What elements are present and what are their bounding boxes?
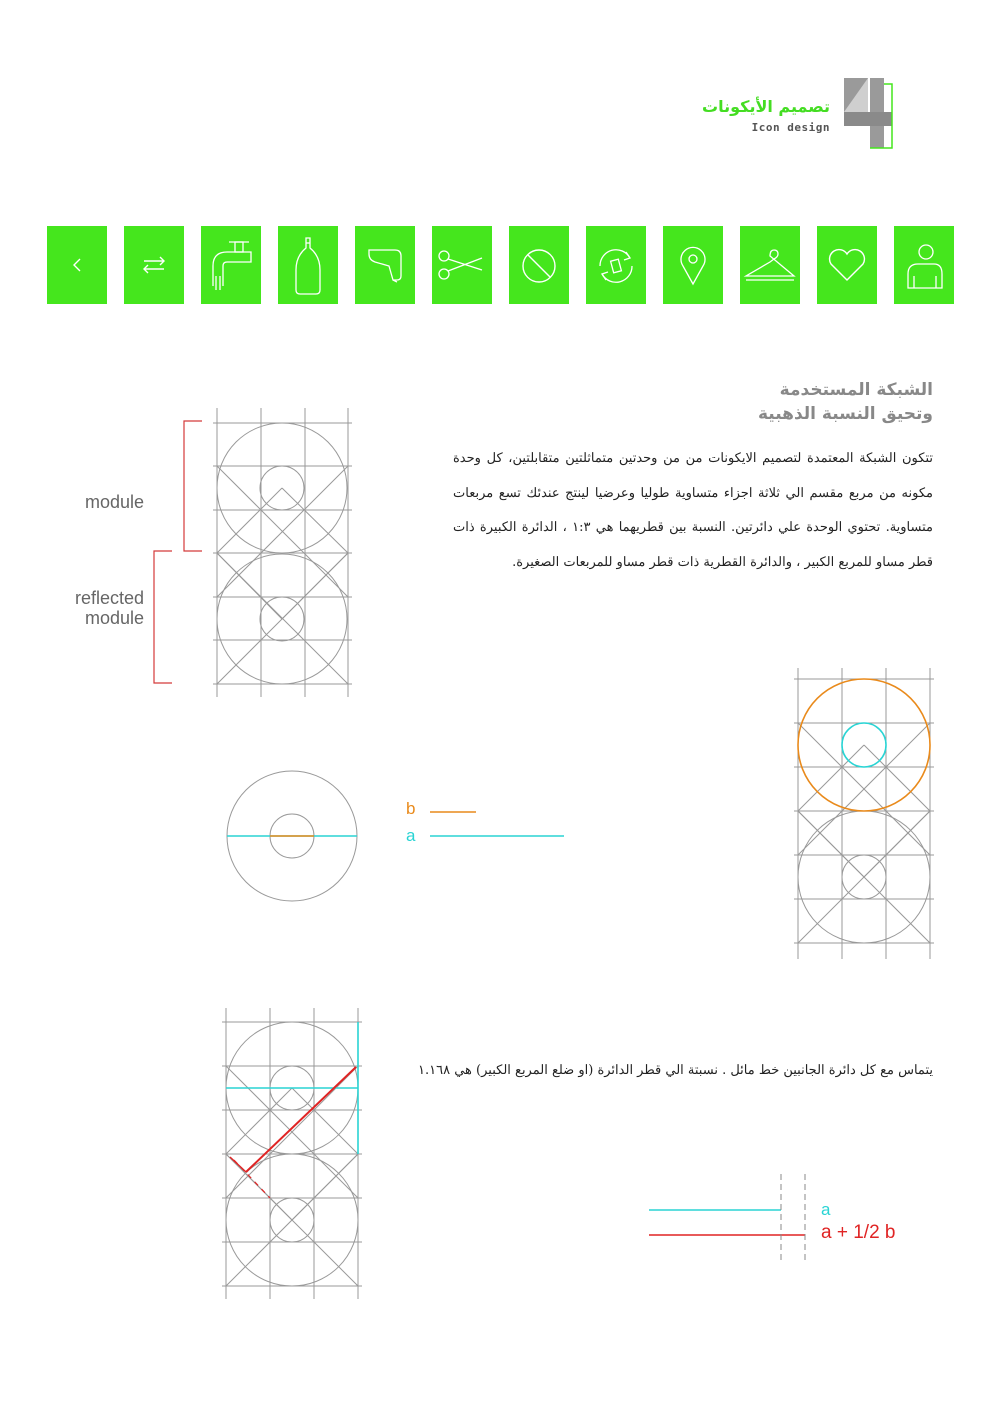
legend-lines: [428, 805, 568, 845]
grid-description-paragraph: تتكون الشبكة المعتمدة لتصميم الايكونات من من وحدتين متماثلتين متقابلتين، كل وحدة مكونه من مربع مقسم الي ثلاثة اجزاء متساوية طوليا وعرضيا لينتج عندئك تسع مربعات متساوية. تحتوي الوحدة علي دائرتين. النسبة بين قطريهما هي ١:٣ ، الدائرة الكبيرة ذات قطر مساو للمربع الكبير ، والدائرة القطرية ذات قطر مساو للمربعات الصغيرة.: [453, 451, 934, 570]
icon-tile: [894, 226, 954, 304]
faucet-icon: [201, 226, 261, 304]
reflected-module-label: [30, 588, 144, 628]
section-number-logo: [842, 76, 894, 150]
person-icon: [894, 226, 954, 304]
icon-tile: [278, 226, 338, 304]
section-heading-line2: وتحيق النسبة الذهبية: [757, 404, 933, 424]
section-title-arabic: تصميم الأيكونات: [702, 97, 830, 116]
legend-a-label-2: a: [821, 1200, 831, 1219]
module-label: module: [84, 492, 144, 512]
reflected-label-line2: module: [84, 608, 144, 628]
icon-tile: [124, 226, 184, 304]
grid-diagram-tangent: [220, 1005, 365, 1305]
section-heading-line1: الشبكة المستخدمة: [779, 380, 933, 400]
legend-a-label: a: [406, 826, 416, 845]
heart-icon: [817, 226, 877, 304]
icon-tile: [432, 226, 492, 304]
circle-ratio-diagram: [220, 765, 365, 910]
tangent-description-paragraph: يتماس مع كل دائرة الجانبين خط مائل . نسبتة الي قطر الدائرة (او ضلع المربع الكبير) هي ١.١٦٨: [418, 1063, 933, 1078]
icon-tile: [47, 226, 107, 304]
rotate-icon: [586, 226, 646, 304]
icon-tile: [817, 226, 877, 304]
hanger-icon: [740, 226, 800, 304]
reflected-label-line1: reflected: [74, 588, 144, 608]
icon-tile: [509, 226, 569, 304]
icon-tile: [586, 226, 646, 304]
legend-a-plus-half-b-label: a + 1/2 b: [821, 1222, 896, 1243]
location-pin-icon: [663, 226, 723, 304]
hairdryer-icon: [355, 226, 415, 304]
chevron-left-icon: [47, 226, 107, 304]
swap-arrows-icon: [124, 226, 184, 304]
section-title-english: Icon design: [751, 121, 830, 134]
icon-tile: [201, 226, 261, 304]
scissors-icon: [432, 226, 492, 304]
grid-diagram-highlighted: [790, 665, 940, 965]
legend-b-label: b: [406, 799, 416, 818]
legend-golden-ratio-lines: [645, 1170, 815, 1265]
icon-tile: [740, 226, 800, 304]
grid-diagram-module: [150, 405, 360, 700]
icon-tile: [663, 226, 723, 304]
icon-tile: [355, 226, 415, 304]
forbidden-icon: [509, 226, 569, 304]
bottle-icon: [278, 226, 338, 304]
